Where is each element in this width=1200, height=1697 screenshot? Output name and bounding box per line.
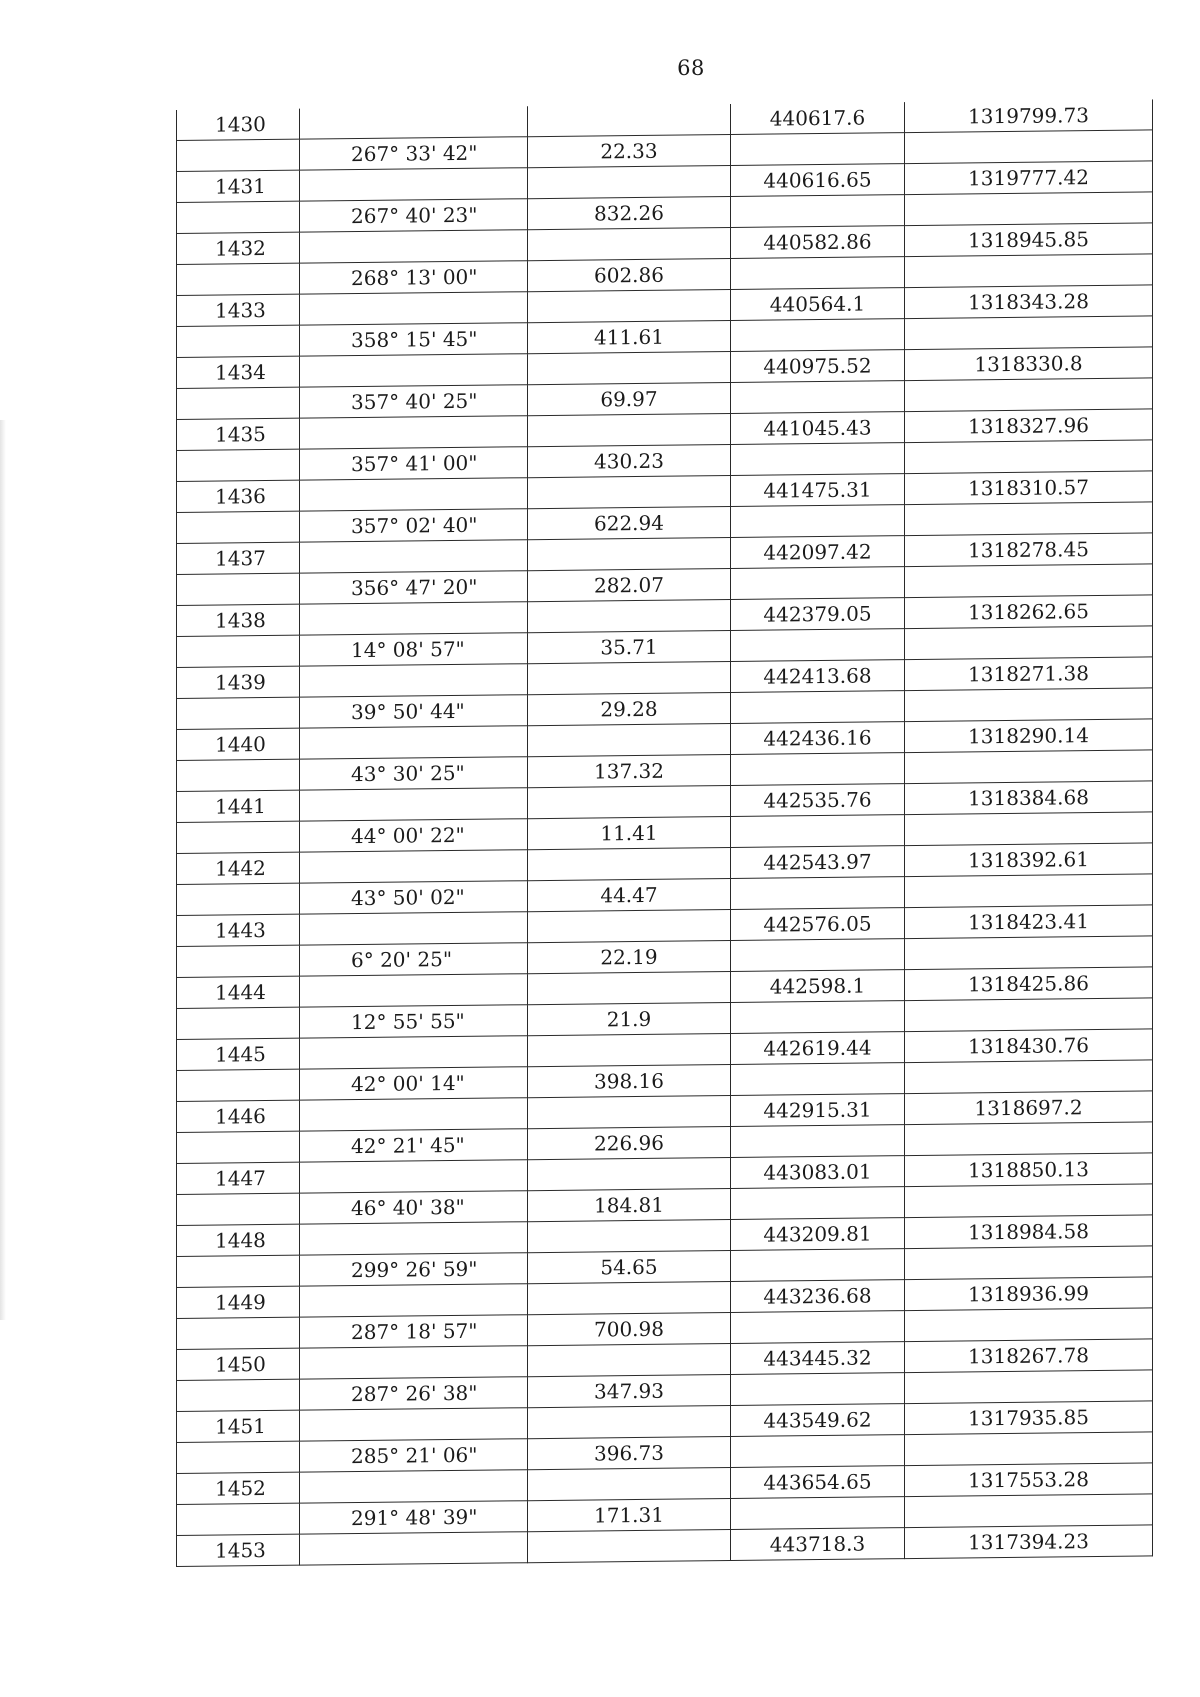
traverse-table-body bbox=[177, 99, 1153, 1566]
distance-cell bbox=[528, 537, 731, 570]
bearing-cell: 285° 21' 06" bbox=[300, 1439, 528, 1472]
station-cell bbox=[177, 1193, 300, 1225]
bearing-cell: 357° 40' 25" bbox=[300, 385, 528, 418]
distance-cell: 69.97 bbox=[528, 382, 731, 415]
bearing-cell bbox=[300, 788, 528, 821]
bearing-cell: 357° 41' 00" bbox=[300, 447, 528, 480]
northing-cell: 440616.65 bbox=[731, 164, 905, 197]
station-cell: 1434 bbox=[177, 356, 300, 388]
northing-cell bbox=[731, 1063, 905, 1096]
northing-cell: 441045.43 bbox=[731, 412, 905, 445]
bearing-cell: 267° 33' 42" bbox=[300, 137, 528, 170]
bearing-cell bbox=[300, 974, 528, 1007]
distance-cell bbox=[528, 599, 731, 632]
bearing-cell bbox=[300, 1098, 528, 1131]
station-cell: 1435 bbox=[177, 418, 300, 450]
bearing-cell: 44° 00' 22" bbox=[300, 819, 528, 852]
station-cell: 1453 bbox=[177, 1534, 300, 1566]
bearing-cell bbox=[300, 292, 528, 325]
northing-cell bbox=[731, 195, 905, 228]
easting-cell: 1318278.45 bbox=[905, 533, 1153, 567]
easting-cell bbox=[905, 1122, 1153, 1156]
distance-cell: 22.19 bbox=[528, 940, 731, 973]
northing-cell bbox=[731, 629, 905, 662]
distance-cell bbox=[528, 1405, 731, 1438]
station-cell bbox=[177, 201, 300, 233]
station-cell bbox=[177, 139, 300, 171]
distance-cell: 29.28 bbox=[528, 692, 731, 725]
northing-cell: 442915.31 bbox=[731, 1094, 905, 1127]
northing-cell bbox=[731, 753, 905, 786]
bearing-cell bbox=[300, 540, 528, 573]
bearing-cell: 267° 40' 23" bbox=[300, 199, 528, 232]
station-cell bbox=[177, 511, 300, 543]
distance-cell: 54.65 bbox=[528, 1250, 731, 1283]
easting-cell bbox=[905, 254, 1153, 288]
easting-cell: 1318423.41 bbox=[905, 905, 1153, 939]
easting-cell: 1317553.28 bbox=[905, 1463, 1153, 1497]
easting-cell bbox=[905, 874, 1153, 908]
distance-cell: 11.41 bbox=[528, 816, 731, 849]
station-cell bbox=[177, 573, 300, 605]
easting-cell bbox=[905, 812, 1153, 846]
northing-cell bbox=[731, 1435, 905, 1468]
station-cell: 1451 bbox=[177, 1410, 300, 1442]
bearing-cell: 357° 02' 40" bbox=[300, 509, 528, 542]
station-cell bbox=[177, 1379, 300, 1411]
northing-cell bbox=[731, 381, 905, 414]
northing-cell: 440582.86 bbox=[731, 226, 905, 259]
easting-cell: 1319777.42 bbox=[905, 161, 1153, 195]
station-cell bbox=[177, 1317, 300, 1349]
distance-cell bbox=[528, 1281, 731, 1314]
northing-cell bbox=[731, 815, 905, 848]
station-cell bbox=[177, 449, 300, 481]
station-cell bbox=[177, 697, 300, 729]
station-cell bbox=[177, 1007, 300, 1039]
bearing-cell: 287° 26' 38" bbox=[300, 1377, 528, 1410]
northing-cell: 443718.3 bbox=[731, 1528, 905, 1561]
northing-cell: 443445.32 bbox=[731, 1342, 905, 1375]
distance-cell bbox=[528, 475, 731, 508]
distance-cell: 22.33 bbox=[528, 134, 731, 167]
station-cell bbox=[177, 1503, 300, 1535]
northing-cell bbox=[731, 939, 905, 972]
bearing-cell bbox=[300, 1532, 528, 1565]
easting-cell: 1318384.68 bbox=[905, 781, 1153, 815]
station-cell: 1437 bbox=[177, 542, 300, 574]
bearing-cell bbox=[300, 1284, 528, 1317]
bearing-cell bbox=[300, 664, 528, 697]
northing-cell bbox=[731, 877, 905, 910]
distance-cell bbox=[528, 165, 731, 198]
station-cell: 1449 bbox=[177, 1286, 300, 1318]
distance-cell: 282.07 bbox=[528, 568, 731, 601]
distance-cell bbox=[528, 971, 731, 1004]
distance-cell: 171.31 bbox=[528, 1498, 731, 1531]
station-cell: 1448 bbox=[177, 1224, 300, 1256]
distance-cell bbox=[528, 723, 731, 756]
northing-cell: 440617.6 bbox=[731, 102, 905, 134]
easting-cell: 1318343.28 bbox=[905, 285, 1153, 319]
northing-cell: 442535.76 bbox=[731, 784, 905, 817]
distance-cell: 184.81 bbox=[528, 1188, 731, 1221]
station-cell: 1447 bbox=[177, 1162, 300, 1194]
northing-cell: 443236.68 bbox=[731, 1280, 905, 1313]
bearing-cell: 6° 20' 25" bbox=[300, 943, 528, 976]
distance-cell bbox=[528, 909, 731, 942]
traverse-table bbox=[176, 99, 1153, 1567]
bearing-cell: 12° 55' 55" bbox=[300, 1005, 528, 1038]
bearing-cell: 358° 15' 45" bbox=[300, 323, 528, 356]
station-cell: 1442 bbox=[177, 852, 300, 884]
bearing-cell bbox=[300, 478, 528, 511]
station-cell: 1446 bbox=[177, 1100, 300, 1132]
northing-cell: 443549.62 bbox=[731, 1404, 905, 1437]
easting-cell bbox=[905, 1494, 1153, 1528]
northing-cell bbox=[731, 1311, 905, 1344]
distance-cell bbox=[528, 1157, 731, 1190]
northing-cell bbox=[731, 319, 905, 352]
distance-cell: 411.61 bbox=[528, 320, 731, 353]
bearing-cell: 42° 21' 45" bbox=[300, 1129, 528, 1162]
bearing-cell bbox=[300, 354, 528, 387]
easting-cell bbox=[905, 750, 1153, 784]
station-cell: 1430 bbox=[177, 109, 300, 141]
station-cell bbox=[177, 945, 300, 977]
station-cell: 1445 bbox=[177, 1038, 300, 1070]
distance-cell: 430.23 bbox=[528, 444, 731, 477]
northing-cell: 442413.68 bbox=[731, 660, 905, 693]
bearing-cell: 268° 13' 00" bbox=[300, 261, 528, 294]
northing-cell bbox=[731, 133, 905, 166]
station-cell bbox=[177, 1069, 300, 1101]
distance-cell bbox=[528, 227, 731, 260]
northing-cell bbox=[731, 1001, 905, 1034]
bearing-cell bbox=[300, 106, 528, 139]
distance-cell bbox=[528, 1343, 731, 1376]
bearing-cell bbox=[300, 726, 528, 759]
bearing-cell: 291° 48' 39" bbox=[300, 1501, 528, 1534]
easting-cell bbox=[905, 316, 1153, 350]
northing-cell: 442598.1 bbox=[731, 970, 905, 1003]
easting-cell: 1318984.58 bbox=[905, 1215, 1153, 1249]
easting-cell bbox=[905, 378, 1153, 412]
bearing-cell: 287° 18' 57" bbox=[300, 1315, 528, 1348]
distance-cell: 398.16 bbox=[528, 1064, 731, 1097]
easting-cell bbox=[905, 130, 1153, 164]
easting-cell: 1318936.99 bbox=[905, 1277, 1153, 1311]
easting-cell bbox=[905, 440, 1153, 474]
easting-cell: 1318290.14 bbox=[905, 719, 1153, 753]
distance-cell: 226.96 bbox=[528, 1126, 731, 1159]
station-cell bbox=[177, 759, 300, 791]
bearing-cell bbox=[300, 1036, 528, 1069]
easting-cell: 1317394.23 bbox=[905, 1525, 1153, 1559]
distance-cell bbox=[528, 1095, 731, 1128]
northing-cell: 442379.05 bbox=[731, 598, 905, 631]
northing-cell: 443209.81 bbox=[731, 1218, 905, 1251]
page-number: 68 bbox=[677, 56, 705, 80]
northing-cell bbox=[731, 443, 905, 476]
easting-cell bbox=[905, 1246, 1153, 1280]
bearing-cell: 299° 26' 59" bbox=[300, 1253, 528, 1286]
station-cell: 1436 bbox=[177, 480, 300, 512]
bearing-cell bbox=[300, 416, 528, 449]
easting-cell bbox=[905, 564, 1153, 598]
easting-cell: 1318945.85 bbox=[905, 223, 1153, 257]
easting-cell bbox=[905, 1308, 1153, 1342]
station-cell: 1450 bbox=[177, 1348, 300, 1380]
station-cell: 1431 bbox=[177, 170, 300, 202]
station-cell: 1433 bbox=[177, 294, 300, 326]
easting-cell: 1318697.2 bbox=[905, 1091, 1153, 1125]
distance-cell: 602.86 bbox=[528, 258, 731, 291]
easting-cell bbox=[905, 1432, 1153, 1466]
distance-cell: 700.98 bbox=[528, 1312, 731, 1345]
distance-cell: 35.71 bbox=[528, 630, 731, 663]
easting-cell: 1318310.57 bbox=[905, 471, 1153, 505]
bearing-cell: 356° 47' 20" bbox=[300, 571, 528, 604]
easting-cell bbox=[905, 192, 1153, 226]
easting-cell bbox=[905, 1370, 1153, 1404]
easting-cell bbox=[905, 1184, 1153, 1218]
northing-cell bbox=[731, 1249, 905, 1282]
station-cell bbox=[177, 325, 300, 357]
station-cell: 1440 bbox=[177, 728, 300, 760]
distance-cell: 137.32 bbox=[528, 754, 731, 787]
distance-cell: 44.47 bbox=[528, 878, 731, 911]
northing-cell bbox=[731, 1373, 905, 1406]
northing-cell bbox=[731, 1125, 905, 1158]
northing-cell: 442543.97 bbox=[731, 846, 905, 879]
bearing-cell bbox=[300, 850, 528, 883]
station-cell: 1444 bbox=[177, 976, 300, 1008]
bearing-cell bbox=[300, 1346, 528, 1379]
distance-cell bbox=[528, 1033, 731, 1066]
easting-cell bbox=[905, 626, 1153, 660]
easting-cell: 1318850.13 bbox=[905, 1153, 1153, 1187]
northing-cell: 442619.44 bbox=[731, 1032, 905, 1065]
bearing-cell bbox=[300, 602, 528, 635]
easting-cell: 1318327.96 bbox=[905, 409, 1153, 443]
easting-cell: 1318392.61 bbox=[905, 843, 1153, 877]
easting-cell: 1318425.86 bbox=[905, 967, 1153, 1001]
scan-edge-shadow bbox=[0, 420, 6, 1320]
station-cell: 1443 bbox=[177, 914, 300, 946]
bearing-cell bbox=[300, 168, 528, 201]
distance-cell: 622.94 bbox=[528, 506, 731, 539]
distance-cell: 396.73 bbox=[528, 1436, 731, 1469]
station-cell: 1432 bbox=[177, 232, 300, 264]
distance-cell bbox=[528, 1219, 731, 1252]
northing-cell: 443083.01 bbox=[731, 1156, 905, 1189]
northing-cell bbox=[731, 567, 905, 600]
easting-cell: 1319799.73 bbox=[905, 99, 1153, 132]
bearing-cell bbox=[300, 1222, 528, 1255]
distance-cell: 21.9 bbox=[528, 1002, 731, 1035]
northing-cell: 442097.42 bbox=[731, 536, 905, 569]
northing-cell bbox=[731, 1497, 905, 1530]
northing-cell: 442436.16 bbox=[731, 722, 905, 755]
station-cell: 1452 bbox=[177, 1472, 300, 1504]
bearing-cell: 42° 00' 14" bbox=[300, 1067, 528, 1100]
distance-cell: 347.93 bbox=[528, 1374, 731, 1407]
distance-cell: 832.26 bbox=[528, 196, 731, 229]
station-cell bbox=[177, 1131, 300, 1163]
northing-cell: 440975.52 bbox=[731, 350, 905, 383]
station-cell: 1439 bbox=[177, 666, 300, 698]
easting-cell: 1318271.38 bbox=[905, 657, 1153, 691]
station-cell: 1441 bbox=[177, 790, 300, 822]
northing-cell: 443654.65 bbox=[731, 1466, 905, 1499]
northing-cell bbox=[731, 257, 905, 290]
easting-cell bbox=[905, 1060, 1153, 1094]
easting-cell bbox=[905, 936, 1153, 970]
bearing-cell: 14° 08' 57" bbox=[300, 633, 528, 666]
station-cell bbox=[177, 635, 300, 667]
station-cell bbox=[177, 263, 300, 295]
bearing-cell: 46° 40' 38" bbox=[300, 1191, 528, 1224]
northing-cell bbox=[731, 691, 905, 724]
distance-cell bbox=[528, 661, 731, 694]
northing-cell: 440564.1 bbox=[731, 288, 905, 321]
easting-cell: 1318430.76 bbox=[905, 1029, 1153, 1063]
easting-cell bbox=[905, 998, 1153, 1032]
bearing-cell: 43° 30' 25" bbox=[300, 757, 528, 790]
northing-cell bbox=[731, 1187, 905, 1220]
station-cell: 1438 bbox=[177, 604, 300, 636]
distance-cell bbox=[528, 1467, 731, 1500]
distance-cell bbox=[528, 104, 731, 137]
bearing-cell: 39° 50' 44" bbox=[300, 695, 528, 728]
easting-cell: 1318330.8 bbox=[905, 347, 1153, 381]
distance-cell bbox=[528, 847, 731, 880]
easting-cell: 1317935.85 bbox=[905, 1401, 1153, 1435]
bearing-cell bbox=[300, 1408, 528, 1441]
distance-cell bbox=[528, 351, 731, 384]
northing-cell bbox=[731, 505, 905, 538]
bearing-cell bbox=[300, 1470, 528, 1503]
station-cell bbox=[177, 883, 300, 915]
distance-cell bbox=[528, 413, 731, 446]
distance-cell bbox=[528, 785, 731, 818]
easting-cell: 1318267.78 bbox=[905, 1339, 1153, 1373]
station-cell bbox=[177, 387, 300, 419]
bearing-cell bbox=[300, 1160, 528, 1193]
bearing-cell bbox=[300, 912, 528, 945]
easting-cell bbox=[905, 688, 1153, 722]
station-cell bbox=[177, 1255, 300, 1287]
northing-cell: 441475.31 bbox=[731, 474, 905, 507]
distance-cell bbox=[528, 1529, 731, 1562]
bearing-cell bbox=[300, 230, 528, 263]
bearing-cell: 43° 50' 02" bbox=[300, 881, 528, 914]
distance-cell bbox=[528, 289, 731, 322]
station-cell bbox=[177, 821, 300, 853]
easting-cell: 1318262.65 bbox=[905, 595, 1153, 629]
station-cell bbox=[177, 1441, 300, 1473]
easting-cell bbox=[905, 502, 1153, 536]
northing-cell: 442576.05 bbox=[731, 908, 905, 941]
